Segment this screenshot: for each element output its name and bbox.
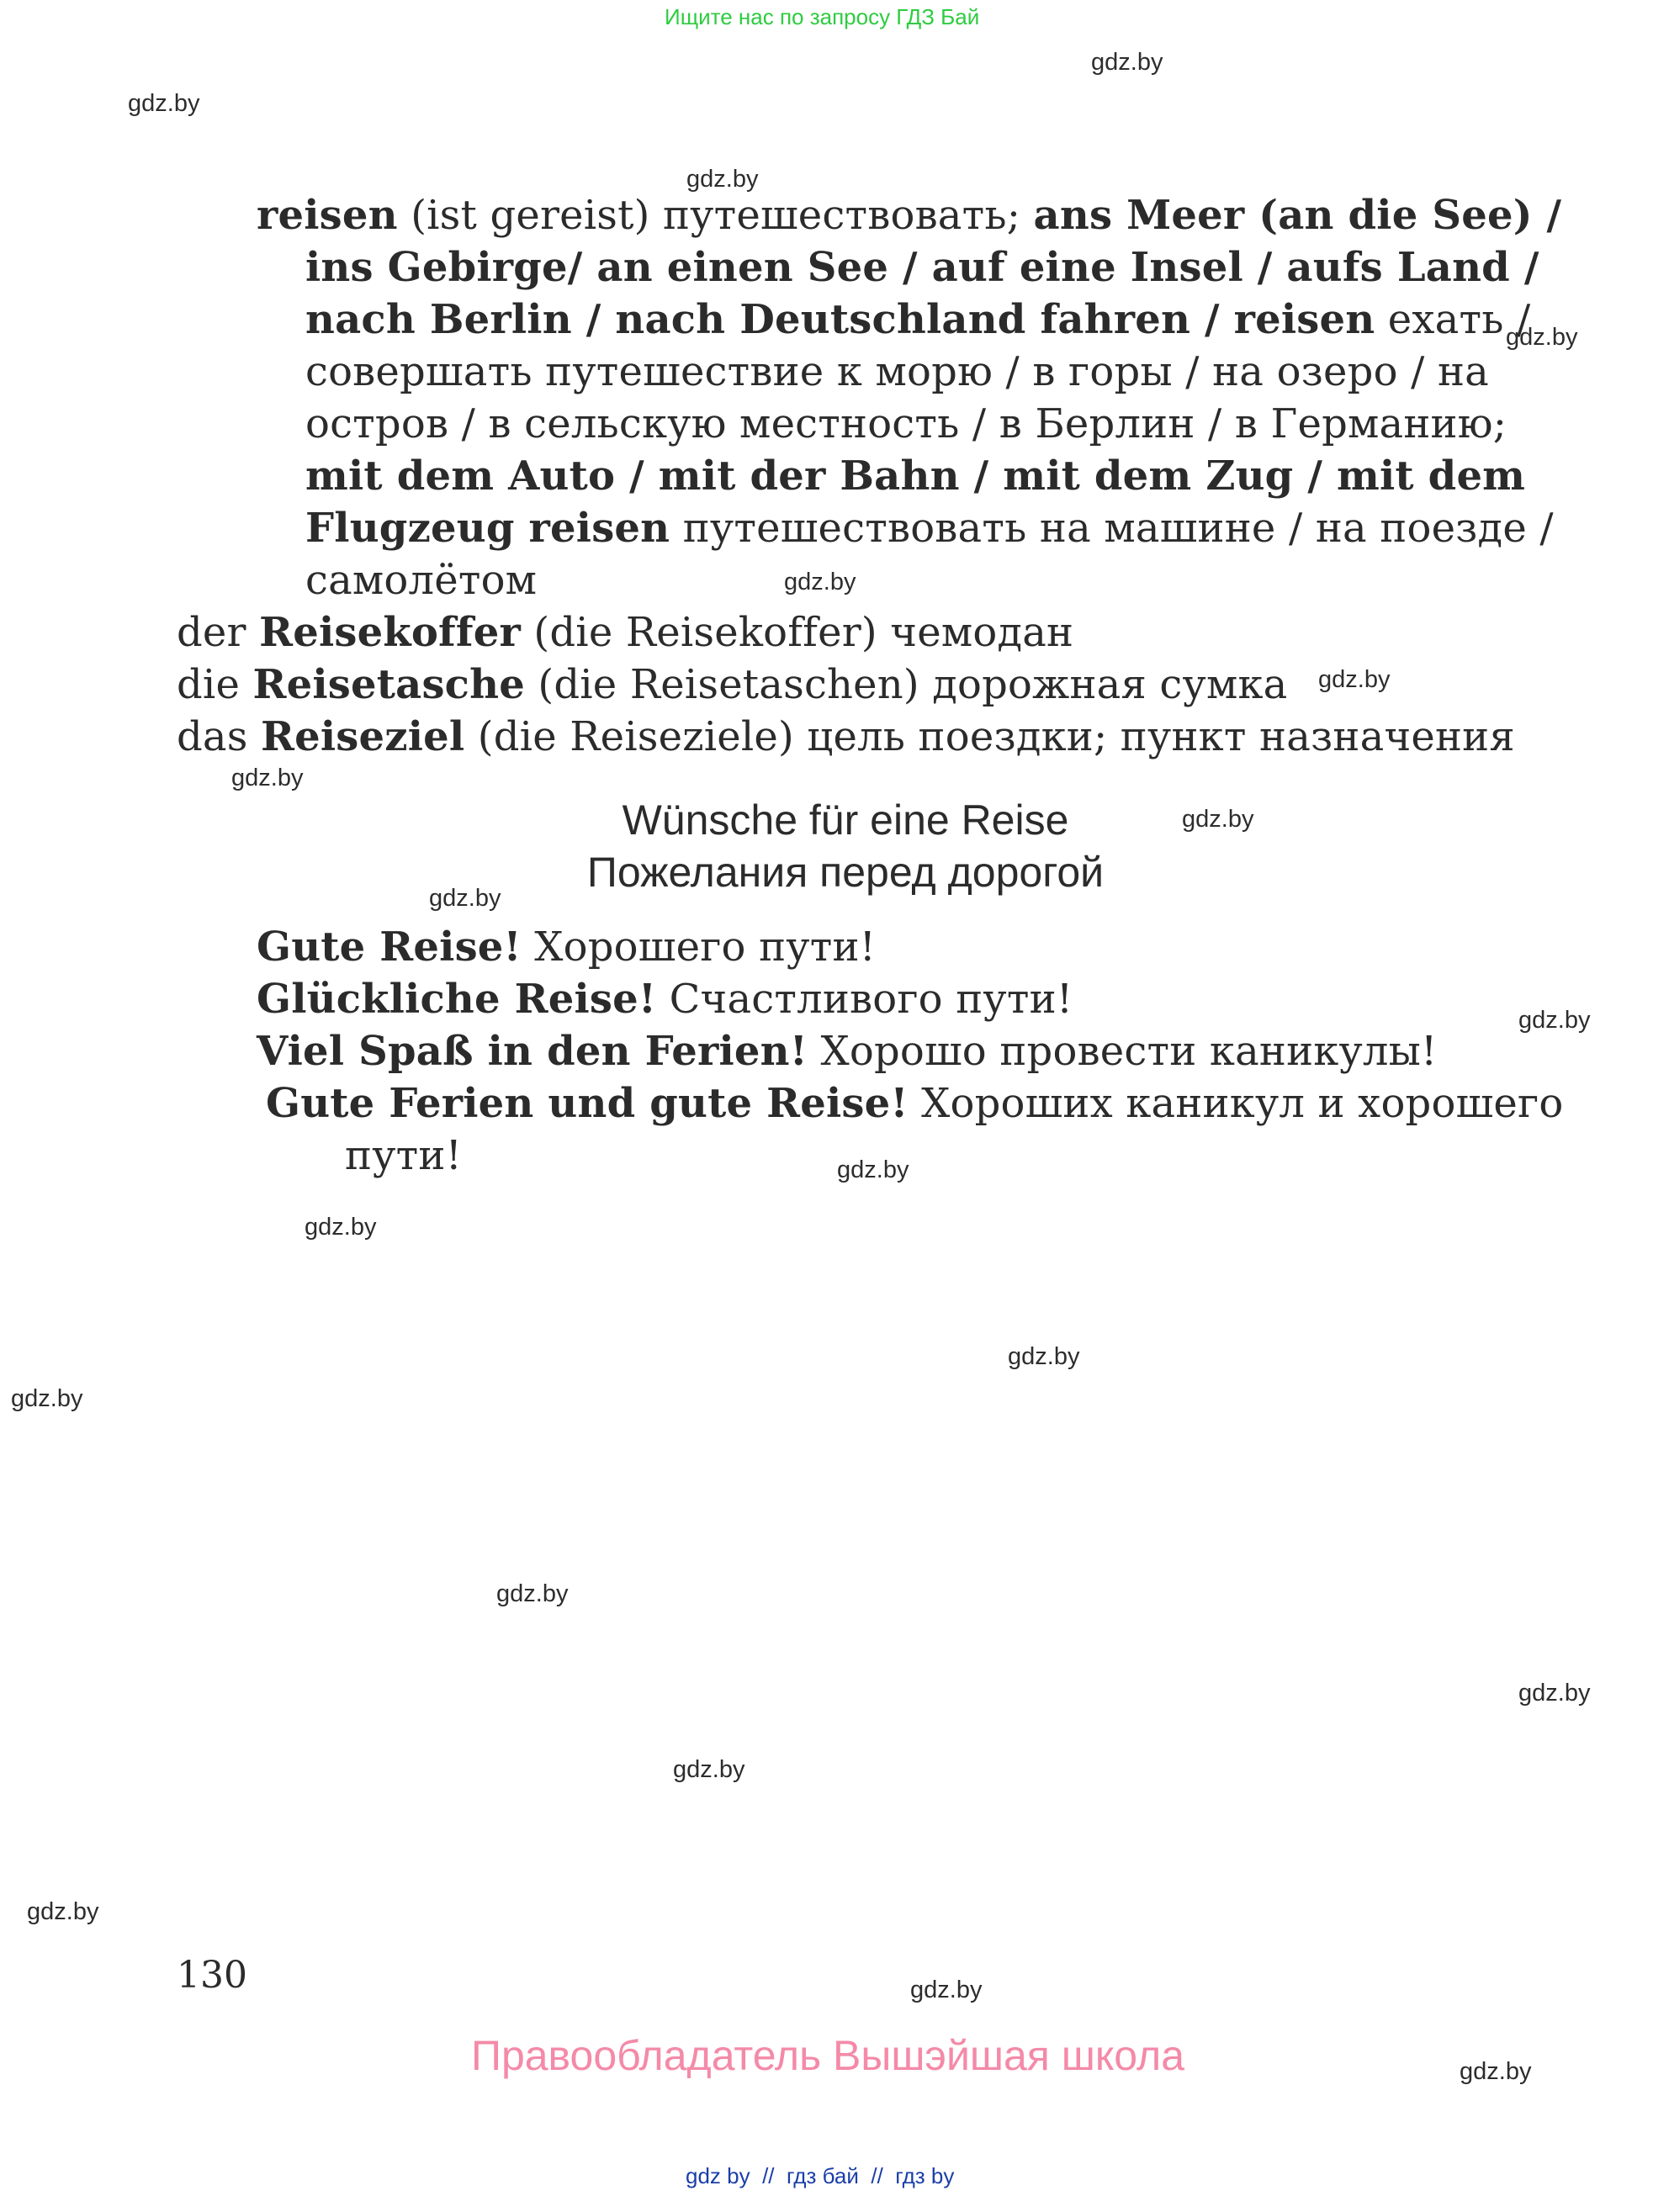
watermark: gdz.by [27, 1898, 99, 1925]
watermark: gdz.by [231, 765, 304, 791]
entry-line [257, 192, 1561, 239]
watermark: gdz.by [1460, 2058, 1532, 2085]
watermark: gdz.by [837, 1156, 909, 1183]
definition: ехать / [1375, 296, 1531, 343]
headword: Reisekoffer [259, 609, 521, 656]
footer-link-gdz-by-cyr[interactable]: гдз by [895, 2163, 955, 2188]
phrase: mit dem Auto / mit der Bahn / mit dem Zug / mit dem [305, 452, 1526, 500]
vocab-entry-reisetasche [177, 661, 1288, 708]
headword: Reisetasche [252, 661, 525, 708]
footer-separator: // [871, 2163, 883, 2188]
watermark: gdz.by [1518, 1007, 1591, 1034]
footer-link-gdz-bai[interactable]: гдз бай [786, 2163, 859, 2188]
entry-line [305, 296, 1530, 343]
watermark: gdz.by [673, 1756, 745, 1783]
rights-holder-note: Правообладатель Вышэйшая школа [471, 2032, 1184, 2079]
phrase: ans Meer (an die See) / [1033, 192, 1562, 239]
phrase: Flugzeug reisen [305, 505, 670, 552]
watermark: gdz.by [1506, 324, 1578, 351]
headword: reisen [257, 192, 398, 239]
watermark: gdz.by [128, 90, 200, 117]
watermark: gdz.by [496, 1580, 569, 1607]
watermark: gdz.by [11, 1385, 83, 1412]
watermark: gdz.by [784, 569, 856, 595]
watermark: gdz.by [910, 1977, 983, 2003]
vocab-entry-reisekoffer [177, 609, 1073, 656]
wish-item [257, 1028, 1438, 1075]
watermark: gdz.by [1182, 806, 1254, 833]
wish-ru: Хорошо провести каникулы! [808, 1028, 1438, 1075]
entry-line [305, 505, 1554, 552]
watermark: gdz.by [1091, 49, 1163, 76]
wish-ru: Хорошего пути! [521, 923, 877, 971]
wish-de: Gute Reise! [257, 923, 522, 971]
footer-separator: // [762, 2163, 775, 2188]
article: der [177, 609, 260, 656]
wish-de: Viel Spaß in den Ferien! [257, 1028, 808, 1075]
watermark: gdz.by [429, 885, 501, 912]
watermark: gdz.by [305, 1214, 377, 1241]
definition: (die Reiseziele) цель поездки; пункт назначения [464, 713, 1515, 760]
definition: (ist gereist) путешествовать; [397, 192, 1034, 239]
wish-item [257, 923, 876, 971]
definition: (die Reisetaschen) дорожная сумка [524, 661, 1288, 708]
wish-ru: Хороших каникул и хорошего [908, 1080, 1564, 1127]
search-banner[interactable]: Ищите нас по запросу ГДЗ Бай [665, 4, 980, 29]
definition: совершать путешествие к морю / в горы / на озеро / на [305, 348, 1489, 395]
wish-ru: Счастливого пути! [656, 976, 1073, 1023]
definition: путешествовать на машине / на поезде / [670, 505, 1554, 552]
footer-links [686, 2163, 954, 2189]
watermark: gdz.by [1518, 1680, 1591, 1707]
definition: самолётом [305, 557, 538, 604]
watermark: gdz.by [1008, 1343, 1080, 1370]
phrase: nach Berlin / nach Deutschland fahren / reisen [305, 296, 1375, 343]
wish-item [266, 1080, 1563, 1127]
wish-de: Gute Ferien und gute Reise! [266, 1080, 909, 1127]
footer-link-gdz-by[interactable]: gdz by [686, 2163, 750, 2188]
watermark: gdz.by [686, 166, 759, 193]
watermark: gdz.by [1318, 666, 1391, 693]
article: das [177, 713, 262, 760]
definition: остров / в сельскую местность / в Берлин / в Германию; [305, 400, 1507, 447]
section-title-ru: Пожелания перед дорогой [586, 849, 1105, 896]
definition: (die Reisekoffer) чемодан [520, 609, 1074, 656]
phrase: ins Gebirge/ an einen See / auf eine Insel / aufs Land / [305, 244, 1539, 291]
vocab-entry-reiseziel [177, 713, 1515, 760]
section-title-de: Wünsche für eine Reise [622, 796, 1069, 844]
article: die [177, 661, 253, 708]
page-number: 130 [177, 1954, 247, 1997]
wish-item [257, 976, 1073, 1023]
wish-de: Glückliche Reise! [257, 976, 657, 1023]
wish-continuation: пути! [345, 1132, 463, 1179]
headword: Reiseziel [261, 713, 465, 760]
